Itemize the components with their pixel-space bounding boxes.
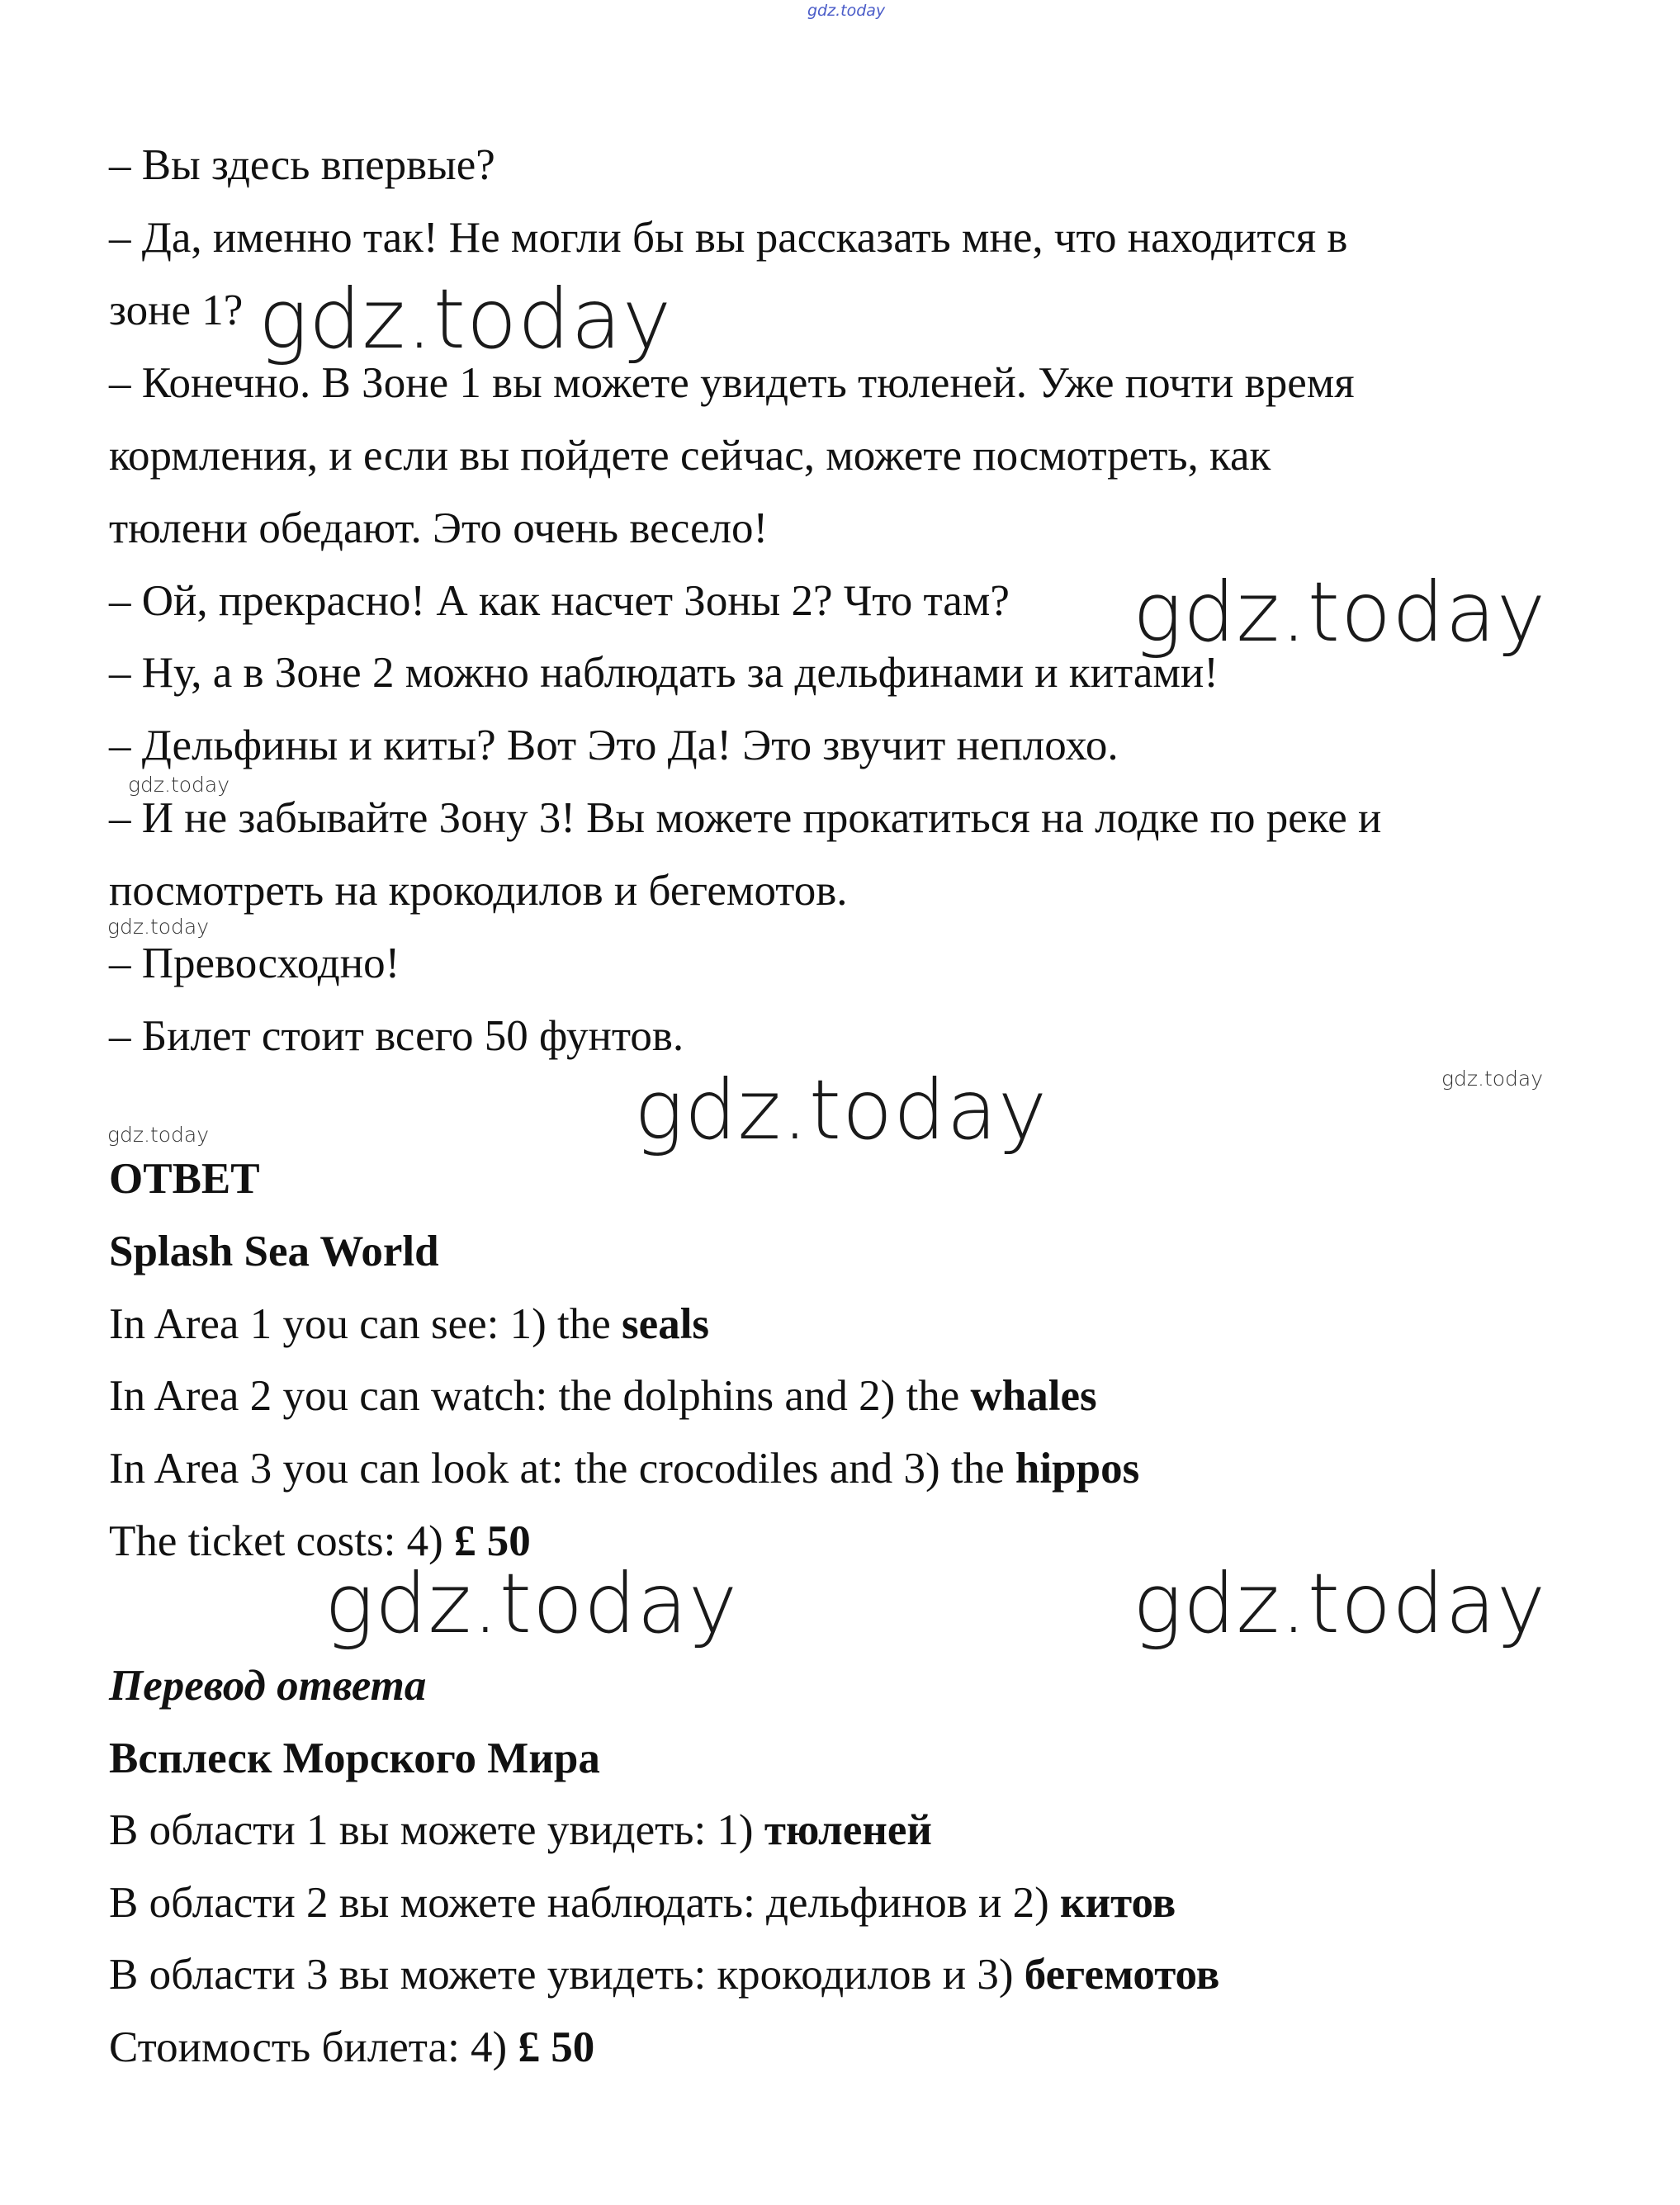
translation-heading: Перевод ответа [109,1662,427,1710]
answer-line: In Area 3 you can look at: the crocodiles and 3) the hippos [109,1445,1140,1493]
dialogue-line: посмотреть на крокодилов и бегемотов. [109,867,848,915]
translation-line: В области 2 вы можете наблюдать: дельфинов и 2) китов [109,1879,1176,1927]
watermark-large: gdz.today [1133,564,1547,660]
dialogue-line: – Превосходно! [109,939,400,987]
answer-title: Splash Sea World [109,1228,439,1275]
answer-heading: ОТВЕТ [109,1155,260,1203]
answer-line: In Area 2 you can watch: the dolphins and 2) the whales [109,1372,1097,1420]
watermark-large: gdz.today [258,271,673,367]
dialogue-line: – Да, именно так! Не могли бы вы рассказать мне, что находится в [109,214,1348,262]
translation-title: Всплеск Морского Мира [109,1734,600,1782]
translation-line: Стоимость билета: 4) £ 50 [109,2023,595,2071]
answer-line: In Area 1 you can see: 1) the seals [109,1300,710,1348]
dialogue-line: – И не забывайте Зону 3! Вы можете прокатиться на лодке по реке и [109,794,1382,842]
watermark-large: gdz.today [634,1062,1048,1158]
dialogue-line: – Билет стоит всего 50 фунтов. [109,1012,684,1060]
watermark-large: gdz.today [1133,1555,1547,1652]
watermark-large: gdz.today [324,1555,739,1652]
dialogue-line: зоне 1? [109,286,244,334]
dialogue-line: – Вы здесь впервые? [109,141,495,189]
dialogue-line: – Конечно. В Зоне 1 вы можете увидеть тюленей. Уже почти время [109,359,1355,407]
translation-line: В области 1 вы можете увидеть: 1) тюленей [109,1806,932,1854]
translation-line: В области 3 вы можете увидеть: крокодилов и 3) бегемотов [109,1951,1220,1999]
watermark-small: gdz.today [128,773,230,797]
watermark-small: gdz.today [107,1123,210,1147]
dialogue-line: – Ой, прекрасно! А как насчет Зоны 2? Что там? [109,577,1010,625]
dialogue-line: кормления, и если вы пойдете сейчас, можете посмотреть, как [109,432,1271,480]
dialogue-line: тюлени обедают. Это очень весело! [109,504,769,552]
answer-line: The ticket costs: 4) £ 50 [109,1517,531,1565]
watermark-small: gdz.today [1441,1067,1544,1091]
dialogue-line: – Дельфины и киты? Вот Это Да! Это звучит неплохо. [109,722,1119,769]
watermark-top: gdz.today [807,2,886,20]
watermark-small: gdz.today [107,915,210,939]
dialogue-line: – Ну, а в Зоне 2 можно наблюдать за дельфинами и китами! [109,649,1219,697]
